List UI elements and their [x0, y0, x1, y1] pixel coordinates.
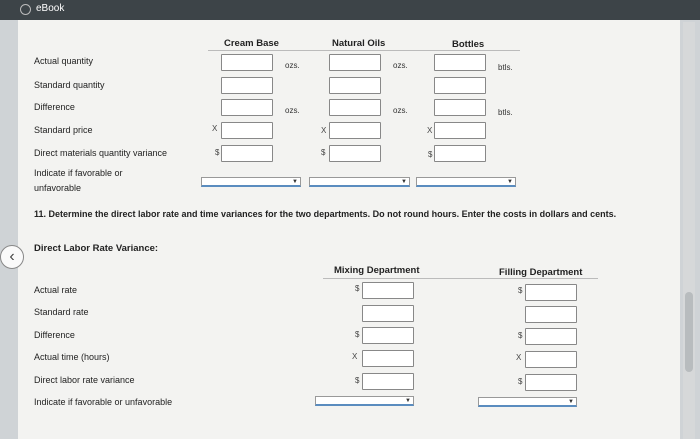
- window-titlebar: [0, 0, 700, 20]
- content-page: [18, 20, 680, 439]
- chevron-left-icon: ‹: [9, 248, 15, 265]
- dollar-sign: $: [518, 377, 523, 386]
- header-divider: [208, 50, 520, 51]
- cream-base-favorable-select[interactable]: [201, 177, 301, 187]
- natural-oils-standard-price-input[interactable]: [329, 122, 381, 139]
- unit-ozs: ozs.: [285, 61, 300, 70]
- multiply-sign: X: [212, 124, 218, 133]
- multiply-sign: X: [427, 126, 433, 135]
- mixing-difference-input[interactable]: [362, 327, 414, 344]
- column-header-filling: Filling Department: [499, 267, 583, 278]
- question-11-normal: 11. Determine the direct labor rate and time variances for the two departments.: [34, 209, 373, 219]
- cream-base-variance-input[interactable]: [221, 145, 273, 162]
- filling-difference-input[interactable]: [525, 328, 577, 345]
- natural-oils-variance-input[interactable]: [329, 145, 381, 162]
- row-label-actual-rate: Actual rate: [34, 285, 78, 295]
- bottles-variance-input[interactable]: [434, 145, 486, 162]
- dollar-sign: $: [355, 376, 360, 385]
- row-label-standard-quantity: Standard quantity: [34, 80, 105, 90]
- unit-btls: btls.: [498, 63, 513, 72]
- multiply-sign: X: [352, 352, 358, 361]
- back-arrow-button[interactable]: [0, 245, 24, 269]
- row-label-materials-variance: Direct materials quantity variance: [34, 148, 168, 158]
- row-label-labor-variance: Direct labor rate variance: [34, 375, 135, 385]
- row-label-labor-indicate: Indicate if favorable or unfavorable: [34, 397, 173, 407]
- chevron-down-icon: ▼: [401, 179, 407, 185]
- filling-standard-rate-input[interactable]: [525, 306, 577, 323]
- question-11-bold: Do not round hours. Enter the costs in dollars and cents.: [372, 209, 617, 219]
- bottles-standard-quantity-input[interactable]: [434, 77, 486, 94]
- cream-base-standard-price-input[interactable]: [221, 122, 273, 139]
- cream-base-difference-input[interactable]: [221, 99, 273, 116]
- chevron-down-icon: ▼: [292, 179, 298, 185]
- mixing-favorable-select[interactable]: [315, 396, 414, 406]
- unit-btls: btls.: [498, 108, 513, 117]
- dollar-sign: $: [355, 330, 360, 339]
- bottles-favorable-select[interactable]: [416, 177, 516, 187]
- dollar-sign: $: [518, 331, 523, 340]
- row-label-actual-quantity: Actual quantity: [34, 56, 94, 66]
- natural-oils-actual-quantity-input[interactable]: [329, 54, 381, 71]
- chevron-down-icon: ▼: [507, 179, 513, 185]
- chevron-down-icon: ▼: [568, 399, 574, 405]
- cream-base-standard-quantity-input[interactable]: [221, 77, 273, 94]
- scrollbar-thumb[interactable]: [685, 292, 693, 372]
- multiply-sign: X: [516, 353, 522, 362]
- section-title-labor-rate: Direct Labor Rate Variance:: [34, 243, 159, 254]
- mixing-standard-rate-input[interactable]: [362, 305, 414, 322]
- column-header-mixing: Mixing Department: [334, 265, 420, 276]
- bottles-actual-quantity-input[interactable]: [434, 54, 486, 71]
- row-label-standard-price: Standard price: [34, 125, 93, 135]
- row-label-standard-rate: Standard rate: [34, 307, 89, 317]
- row-label-indicate-line2: unfavorable: [34, 183, 82, 193]
- filling-variance-input[interactable]: [525, 374, 577, 391]
- vertical-scrollbar[interactable]: [683, 22, 695, 439]
- row-label-indicate-line1: Indicate if favorable or: [34, 168, 123, 178]
- bottles-difference-input[interactable]: [434, 99, 486, 116]
- natural-oils-standard-quantity-input[interactable]: [329, 77, 381, 94]
- ebook-icon: [20, 4, 31, 15]
- dollar-sign: $: [518, 286, 523, 295]
- unit-ozs: ozs.: [285, 106, 300, 115]
- filling-actual-time-input[interactable]: [525, 351, 577, 368]
- natural-oils-difference-input[interactable]: [329, 99, 381, 116]
- dollar-sign: $: [321, 148, 326, 157]
- mixing-actual-rate-input[interactable]: [362, 282, 414, 299]
- mixing-variance-input[interactable]: [362, 373, 414, 390]
- dollar-sign: $: [428, 150, 433, 159]
- header-divider: [323, 278, 598, 279]
- multiply-sign: X: [321, 126, 327, 135]
- row-label-labor-difference: Difference: [34, 330, 75, 340]
- natural-oils-favorable-select[interactable]: [309, 177, 410, 187]
- dollar-sign: $: [215, 148, 220, 157]
- column-header-cream-base: Cream Base: [224, 38, 279, 49]
- column-header-bottles: Bottles: [452, 39, 485, 50]
- unit-ozs: ozs.: [393, 61, 408, 70]
- dollar-sign: $: [355, 284, 360, 293]
- window-title: eBook: [36, 3, 65, 14]
- unit-ozs: ozs.: [393, 106, 408, 115]
- cream-base-actual-quantity-input[interactable]: [221, 54, 273, 71]
- row-label-actual-time: Actual time (hours): [34, 352, 110, 362]
- row-label-difference: Difference: [34, 102, 75, 112]
- chevron-down-icon: ▼: [405, 398, 411, 404]
- filling-favorable-select[interactable]: [478, 397, 577, 407]
- bottles-standard-price-input[interactable]: [434, 122, 486, 139]
- question-11-text: [34, 208, 664, 221]
- filling-actual-rate-input[interactable]: [525, 284, 577, 301]
- column-header-natural-oils: Natural Oils: [332, 38, 386, 49]
- mixing-actual-time-input[interactable]: [362, 350, 414, 367]
